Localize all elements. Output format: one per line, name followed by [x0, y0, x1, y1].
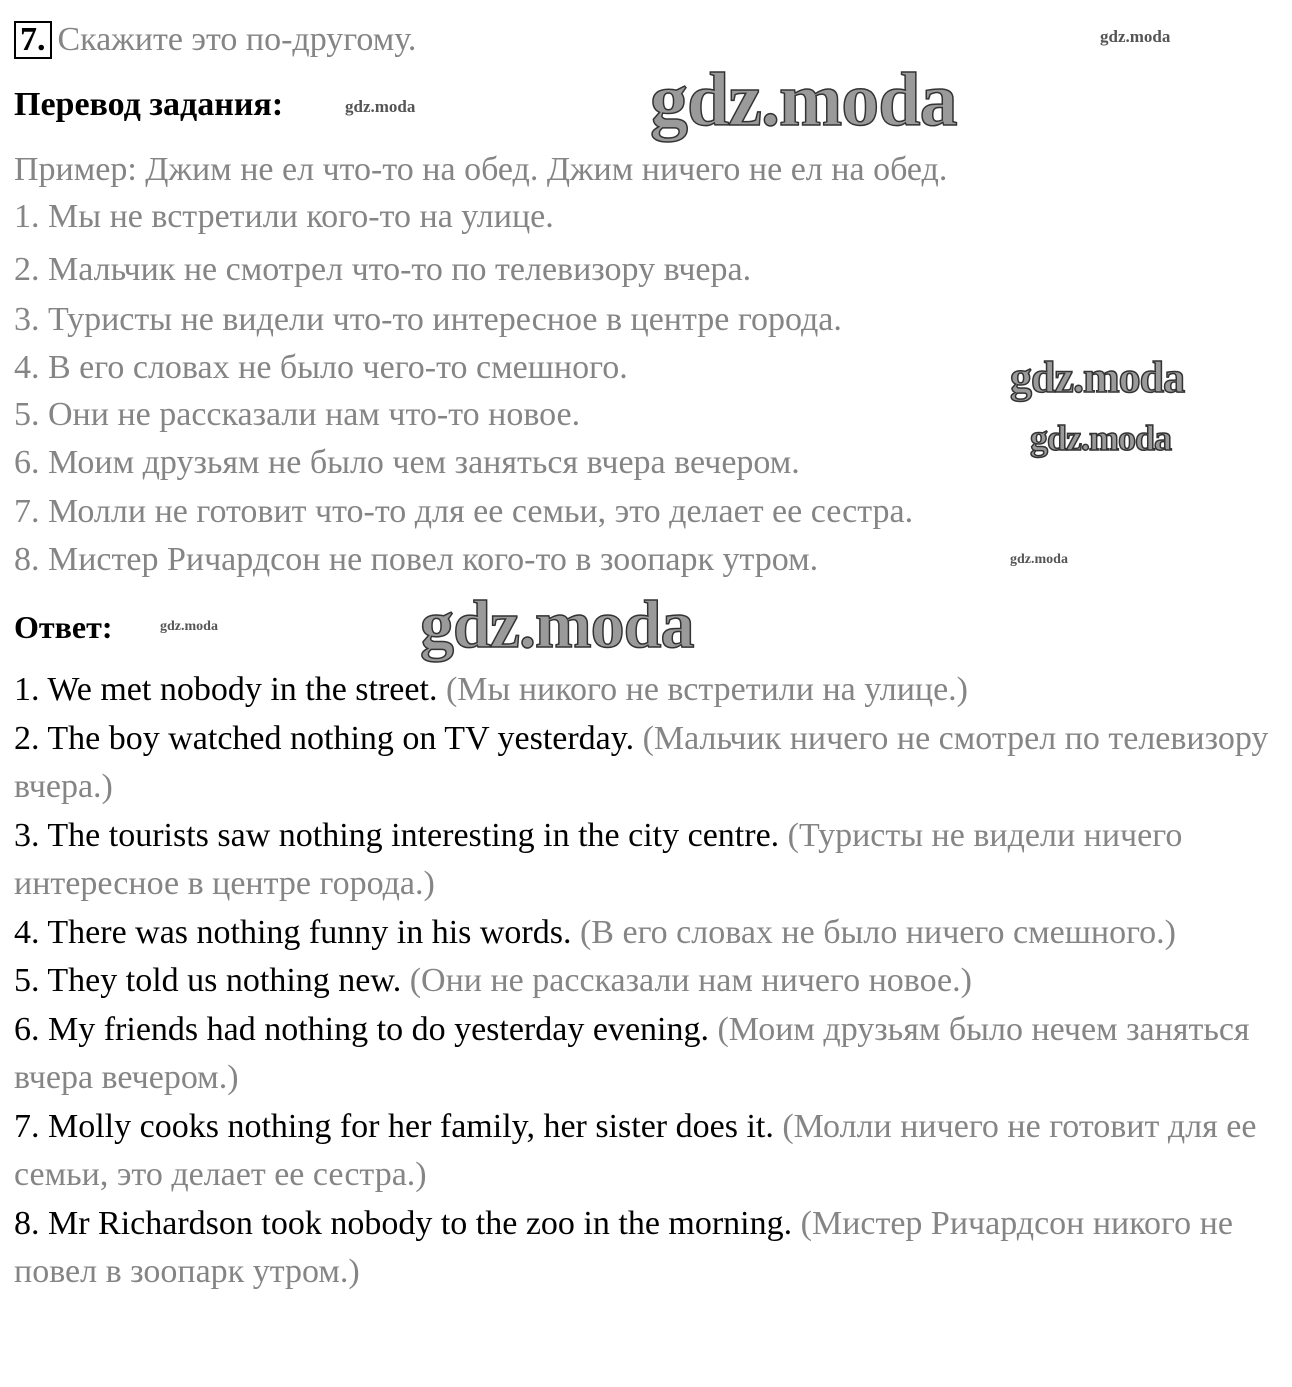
answer-item [14, 812, 1289, 909]
translation-item: 3. Туристы не видели что-то интересное в центре города. [14, 301, 842, 338]
translation-item: 1. Мы не встретили кого-то на улице. [14, 198, 554, 235]
answer-item [14, 1103, 1289, 1200]
answer-ru: (Мистер Ричардсон никого не повел в зоопарк утром.) [14, 1204, 1233, 1290]
answer-ru: (Моим друзьям было нечем заняться вчера вечером.) [14, 1010, 1250, 1096]
translation-item: 4. В его словах не было чего-то смешного. [14, 349, 628, 386]
answer-en: 2. The boy watched nothing on TV yesterday. [14, 719, 635, 757]
answer-en: 3. The tourists saw nothing interesting in the city centre. [14, 816, 780, 854]
answer-list [14, 666, 1289, 1297]
answer-en: 1. We met nobody in the street. [14, 671, 438, 708]
answer-en: 6. My friends had nothing to do yesterday evening. [14, 1010, 709, 1048]
answer-en: 7. Molly cooks nothing for her family, her sister does it. [14, 1107, 774, 1145]
translation-item: 7. Молли не готовит что-то для ее семьи, это делает ее сестра. [14, 493, 914, 530]
watermark-small: gdz.moda [1100, 27, 1171, 46]
task-number: 7. [14, 21, 52, 59]
watermark-large: gdz.moda [420, 586, 694, 662]
watermark-small: gdz.moda [160, 619, 218, 634]
answer-en: 8. Mr Richardson took nobody to the zoo in the morning. [14, 1204, 793, 1242]
answer-en: 5. They told us nothing new. [14, 962, 402, 999]
watermark-medium: gdz.moda [1010, 353, 1185, 402]
translation-item: 5. Они не рассказали нам что-то новое. [14, 396, 581, 433]
task-title: Скажите это по-другому. [57, 21, 417, 58]
answer-item [14, 715, 1289, 812]
answer-ru: (Туристы не видели ничего интересное в центре города.) [14, 816, 1183, 902]
watermark-small: gdz.moda [345, 97, 416, 116]
translation-example: Пример: Джим не ел что-то на обед. Джим ничего не ел на обед. [14, 151, 948, 188]
answer-item [14, 957, 1289, 1006]
watermark-medium: gdz.moda [1030, 418, 1172, 458]
answer-ru: (Мальчик ничего не смотрел по телевизору вчера.) [14, 719, 1269, 805]
answer-ru: (Мы никого не встретили на улице.) [445, 671, 969, 708]
answer-item [14, 666, 1289, 715]
answer-item [14, 1200, 1289, 1297]
answer-en: 4. There was nothing funny in his words. [14, 913, 572, 951]
answer-heading: Ответ: [14, 609, 113, 645]
answer-item [14, 1006, 1289, 1103]
answer-item [14, 909, 1289, 958]
translation-heading: Перевод задания: [14, 86, 284, 123]
answer-ru: (В его словах не было ничего смешного.) [579, 913, 1176, 951]
task-title-line [14, 16, 416, 64]
translation-item: 2. Мальчик не смотрел что-то по телевизору вчера. [14, 251, 752, 288]
watermark-small: gdz.moda [1010, 552, 1068, 567]
translation-item: 6. Моим друзьям не было чем заняться вчера вечером. [14, 444, 800, 481]
watermark-large: gdz.moda [650, 58, 957, 142]
answer-ru: (Они не рассказали нам ничего новое.) [409, 962, 972, 999]
answer-ru: (Молли ничего не готовит для ее семьи, это делает ее сестра.) [14, 1107, 1257, 1193]
translation-item: 8. Мистер Ричардсон не повел кого-то в зоопарк утром. [14, 541, 819, 578]
